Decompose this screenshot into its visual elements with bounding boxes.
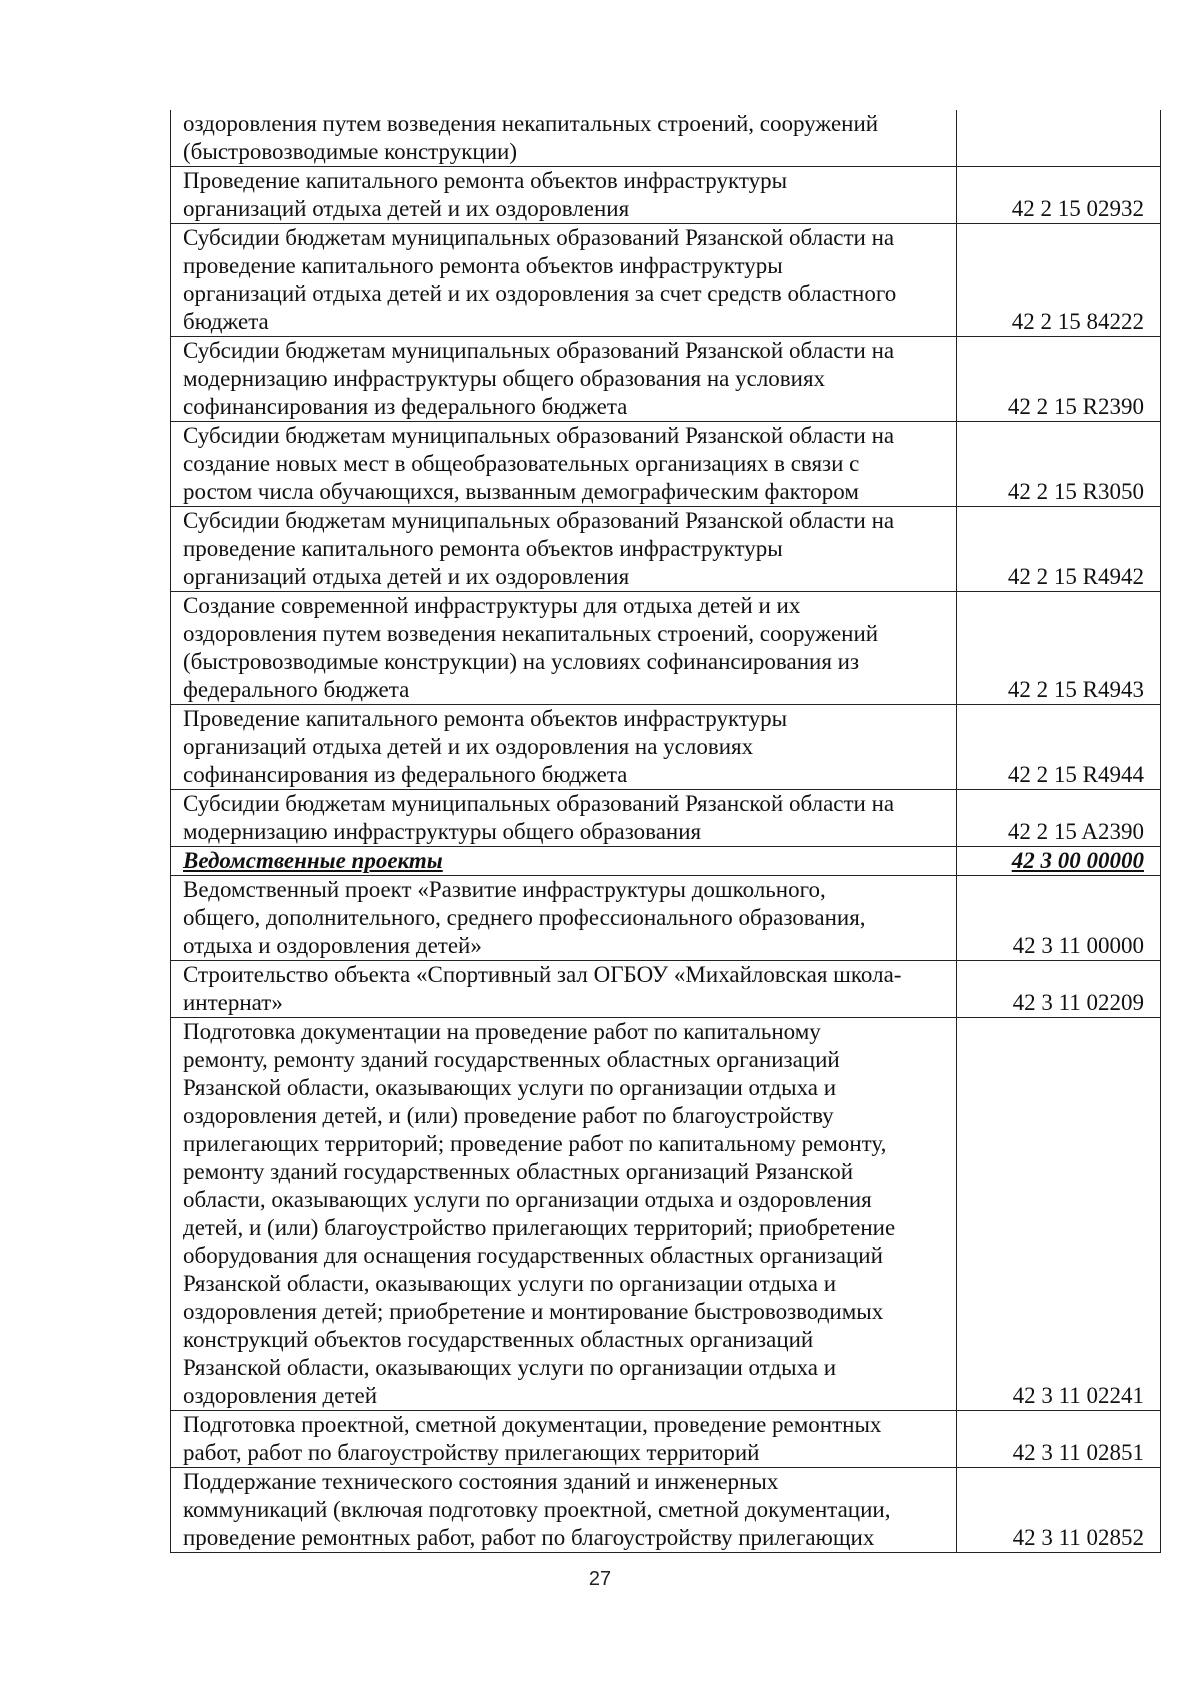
row-code: 42 2 15 R4943	[957, 592, 1161, 705]
table-row	[171, 876, 1161, 961]
table-row	[171, 1018, 1161, 1411]
row-code: 42 2 15 R2390	[957, 337, 1161, 422]
row-code	[957, 110, 1161, 167]
row-code: 42 3 11 00000	[957, 876, 1161, 961]
section-heading-row	[171, 847, 1161, 876]
row-code: 42 2 15 84222	[957, 224, 1161, 337]
row-code: 42 2 15 A2390	[957, 790, 1161, 847]
row-description: Строительство объекта «Спортивный зал ОГБОУ «Михайловская школа- интернат»	[171, 961, 957, 1018]
table-row	[171, 1411, 1161, 1468]
row-description: Проведение капитального ремонта объектов инфраструктуры организаций отдыха детей и их оздоровления на условиях софинансирования из федерального бюджета	[171, 705, 957, 790]
row-code: 42 2 15 R4942	[957, 507, 1161, 592]
row-code: 42 3 11 02241	[957, 1018, 1161, 1411]
row-description: Подготовка проектной, сметной документации, проведение ремонтных работ, работ по благоустройству прилегающих территорий	[171, 1411, 957, 1468]
row-description: Проведение капитального ремонта объектов инфраструктуры организаций отдыха детей и их оздоровления	[171, 167, 957, 224]
table-row	[171, 110, 1161, 167]
row-code: 42 2 15 R4944	[957, 705, 1161, 790]
row-description: Создание современной инфраструктуры для отдыха детей и их оздоровления путем возведения некапитальных строений, сооружений (быстровозводимые конструкции) на условиях софинансирования из федерального бюджета	[171, 592, 957, 705]
row-description: Субсидии бюджетам муниципальных образований Рязанской области на создание новых мест в общеобразовательных организациях в связи с ростом числа обучающихся, вызванным демографическим фактором	[171, 422, 957, 507]
row-description: Подготовка документации на проведение работ по капитальному ремонту, ремонту зданий государственных областных организаций Рязанской области, оказывающих услуги по организации отдыха и оздоровления детей, и (или) проведение работ по благоустройству прилегающих территорий; проведение работ по капитальному ремонту, ремонту зданий государственных областных организаций Рязанской области, оказывающих услуги по организации отдыха и оздоровления детей, и (или) благоустройство прилегающих территорий; приобретение оборудования для оснащения государственных областных организаций Рязанской области, оказывающих услуги по организации отдыха и оздоровления детей; приобретение и монтирование быстровозводимых конструкций объектов государственных областных организаций Рязанской области, оказывающих услуги по организации отдыха и оздоровления детей	[171, 1018, 957, 1411]
section-code: 42 3 00 00000	[957, 847, 1161, 876]
row-description: Ведомственный проект «Развитие инфраструктуры дошкольного, общего, дополнительного, среднего профессионального образования, отдыха и оздоровления детей»	[171, 876, 957, 961]
row-description: Субсидии бюджетам муниципальных образований Рязанской области на проведение капитального ремонта объектов инфраструктуры организаций отдыха детей и их оздоровления	[171, 507, 957, 592]
row-code: 42 3 11 02209	[957, 961, 1161, 1018]
table-row	[171, 224, 1161, 337]
row-description: Субсидии бюджетам муниципальных образований Рязанской области на проведение капитального ремонта объектов инфраструктуры организаций отдыха детей и их оздоровления за счет средств областного бюджета	[171, 224, 957, 337]
table-row	[171, 167, 1161, 224]
table-row	[171, 790, 1161, 847]
row-description: Субсидии бюджетам муниципальных образований Рязанской области на модернизацию инфраструктуры общего образования на условиях софинансирования из федерального бюджета	[171, 337, 957, 422]
row-description: Поддержание технического состояния зданий и инженерных коммуникаций (включая подготовку проектной, сметной документации, проведение ремонтных работ, работ по благоустройству прилегающих	[171, 1468, 957, 1553]
row-description: оздоровления путем возведения некапитальных строений, сооружений (быстровозводимые конструкции)	[171, 110, 957, 167]
budget-classification-table	[170, 110, 1161, 1553]
table-row	[171, 337, 1161, 422]
table-row	[171, 705, 1161, 790]
table-row	[171, 592, 1161, 705]
table-row	[171, 422, 1161, 507]
table-row	[171, 507, 1161, 592]
row-description: Субсидии бюджетам муниципальных образований Рязанской области на модернизацию инфраструктуры общего образования	[171, 790, 957, 847]
row-code: 42 2 15 R3050	[957, 422, 1161, 507]
table-row	[171, 961, 1161, 1018]
section-heading: Ведомственные проекты	[171, 847, 957, 876]
page-number: 27	[588, 1568, 612, 1590]
row-code: 42 3 11 02851	[957, 1411, 1161, 1468]
table-row	[171, 1468, 1161, 1553]
row-code: 42 3 11 02852	[957, 1468, 1161, 1553]
row-code: 42 2 15 02932	[957, 167, 1161, 224]
